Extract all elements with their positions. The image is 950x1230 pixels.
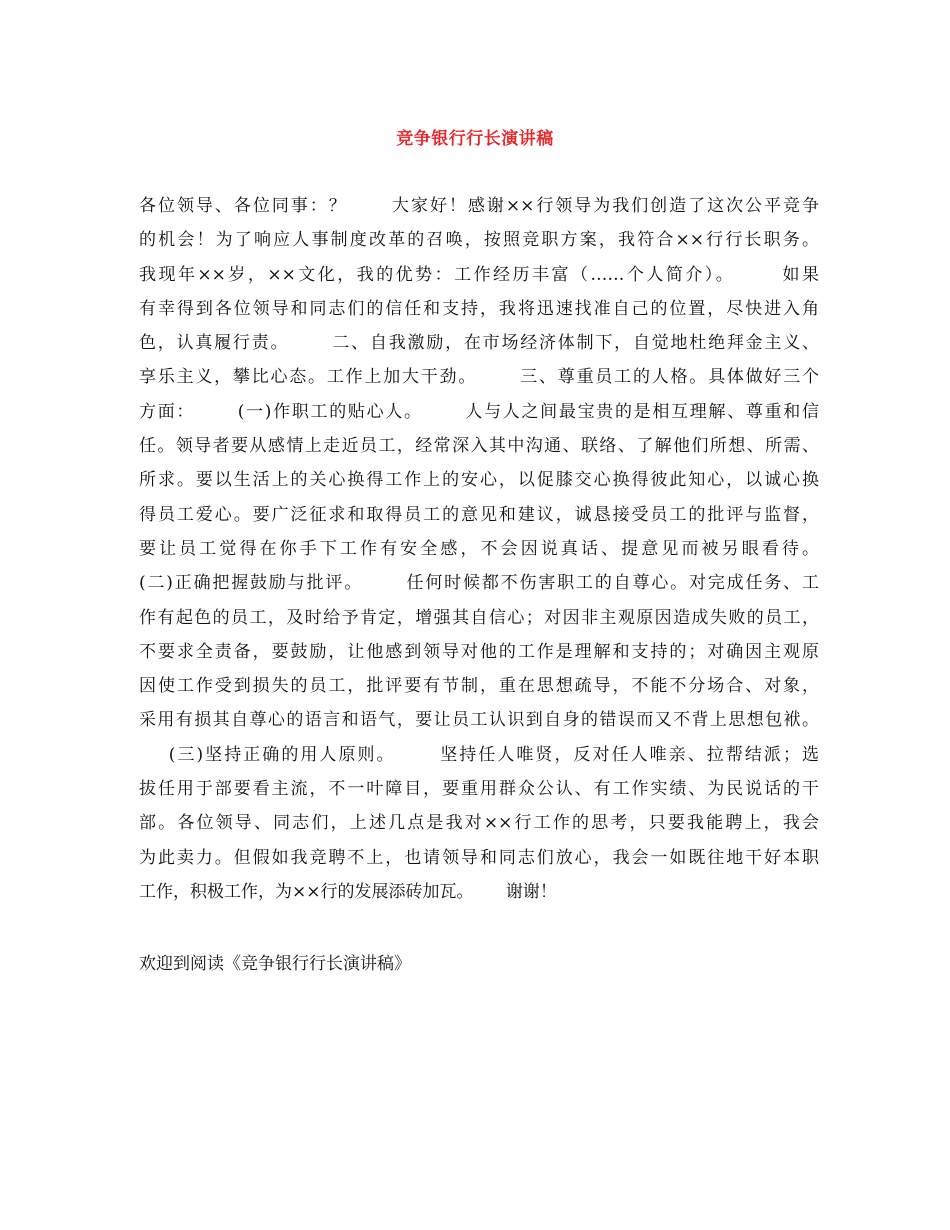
body-line: 的机会！为了响应人事制度改革的召唤，按照竞职方案，我符合××行行长职务。 [139, 230, 819, 251]
body-line: 作有起色的员工，及时给予肯定，增强其自信心；对因非主观原因造成失败的员工， [139, 607, 819, 628]
body-line: 为此卖力。但假如我竞聘不上，也请领导和同志们放心，我会一如既往地干好本职 [139, 847, 819, 868]
body-line: 要让员工觉得在你手下工作有安全感，不会因说真话、提意见而被另眼看待。 [139, 538, 819, 559]
body-line: 有幸得到各位领导和同志们的信任和支持，我将迅速找准自己的位置，尽快进入角 [139, 298, 819, 319]
body-line: 拔任用于部要看主流，不一叶障目，要重用群众公认、有工作实绩、为民说话的干 [139, 779, 819, 800]
body-line: 部。各位领导、同志们，上述几点是我对××行工作的思考，只要我能聘上，我会 [139, 813, 819, 834]
body-line: 色，认真履行责。 二、自我激励，在市场经济体制下，自觉地杜绝拜金主义、 [139, 333, 819, 354]
body-line: 任。领导者要从感情上走近员工，经常深入其中沟通、联络、了解他们所想、所需、 [139, 436, 819, 457]
body-line: 所求。要以生活上的关心换得工作上的安心，以促膝交心换得彼此知心，以诚心换 [139, 470, 819, 491]
body-line: 采用有损其自尊心的语言和语气，要让员工认识到自身的错误而又不背上思想包袱。 [139, 710, 819, 731]
body-line: (三)坚持正确的用人原则。 坚持任人唯贤，反对任人唯亲、拉帮结派；选 [139, 744, 819, 765]
document-body [139, 189, 819, 909]
body-line: 得员工爱心。要广泛征求和取得员工的意见和建议，诚恳接受员工的批评与监督， [139, 504, 819, 525]
body-line: (二)正确把握鼓励与批评。 任何时候都不伤害职工的自尊心。对完成任务、工 [139, 573, 819, 594]
body-line: 工作，积极工作，为××行的发展添砖加瓦。 谢谢！ [139, 881, 557, 902]
body-line: 各位领导、各位同事：？ 大家好！感谢××行领导为我们创造了这次公平竞争 [139, 196, 819, 216]
body-line: 因使工作受到损失的员工，批评要有节制，重在思想疏导，不能不分场合、对象， [139, 676, 819, 697]
closing-line: 欢迎到阅读《竞争银行行长演讲稿》 [139, 954, 411, 974]
body-line: 我现年××岁，××文化，我的优势：工作经历丰富（……个人简介）。 如果 [139, 264, 819, 285]
body-line: 享乐主义，攀比心态。工作上加大干劲。 三、尊重员工的人格。具体做好三个 [139, 367, 819, 388]
body-line: 不要求全责备，要鼓励，让他感到领导对他的工作是理解和支持的；对确因主观原 [139, 641, 819, 662]
body-line: 方面： (一)作职工的贴心人。 人与人之间最宝贵的是相互理解、尊重和信 [139, 401, 819, 422]
document-title: 竞争银行行长演讲稿 [396, 129, 554, 149]
